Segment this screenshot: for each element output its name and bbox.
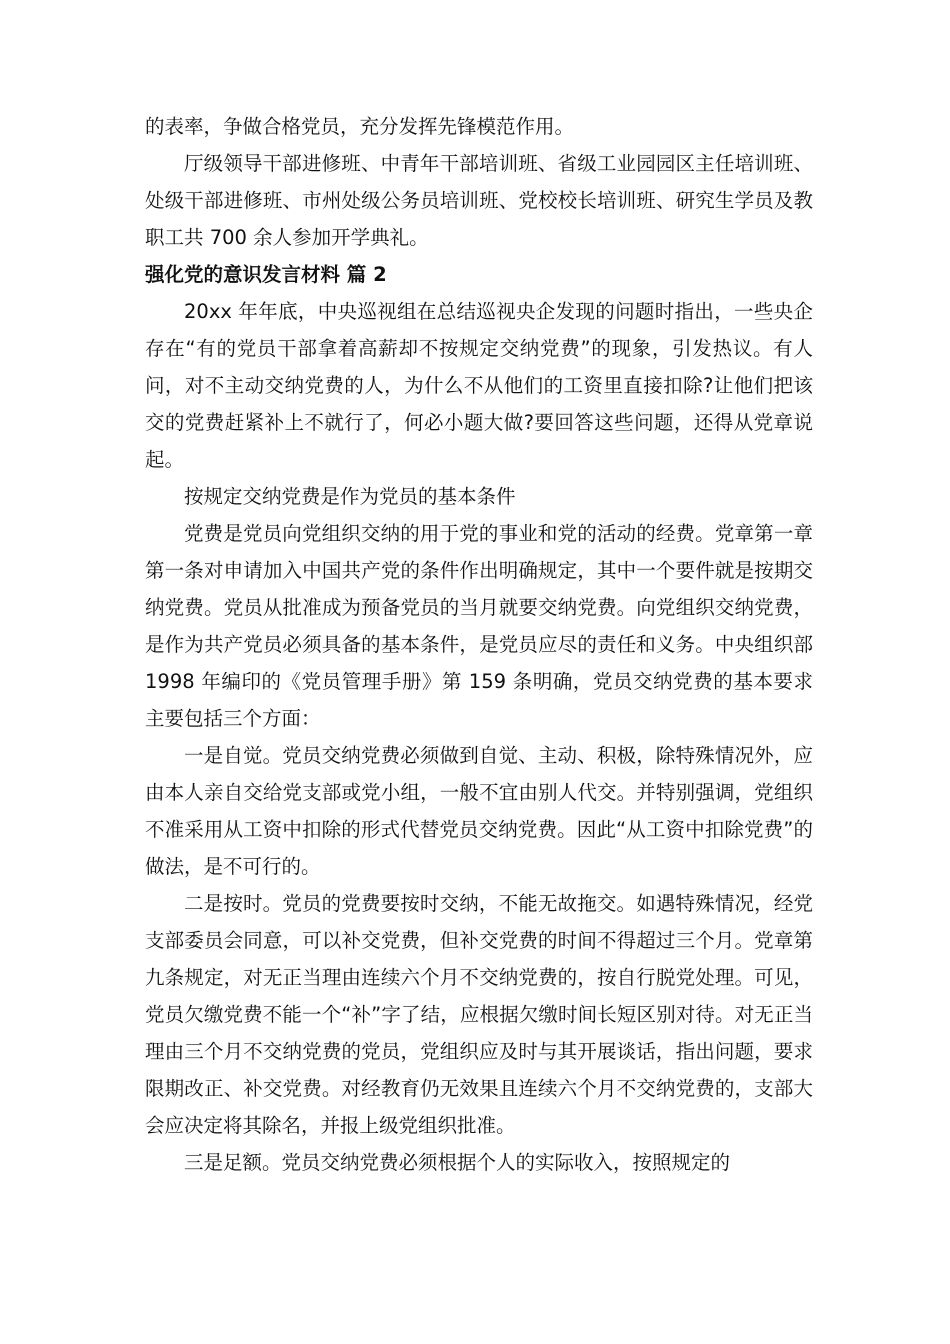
paragraph-party-fee-definition: 党费是党员向党组织交纳的用于党的事业和党的活动的经费。党章第一章第一条对申请加入中国共产党的条件作出明确规定，其中一个要件就是按期交纳党费。党员从批准成为预备党员的当月就要交纳党费。向党组织交纳党费，是作为共产党员必须具备的基本条件，是党员应尽的责任和义务。中央组织部 1998 年编印的《党员管理手册》第 159 条明确，党员交纳党费的基本要求主要包括三个方面： (145, 522, 813, 730)
paragraph-point-two: 二是按时。党员的党费要按时交纳，不能无故拖交。如遇特殊情况，经党支部委员会同意，可以补交党费，但补交党费的时间不得超过三个月。党章第九条规定，对无正当理由连续六个月不交纳党费的，按自行脱党处理。可见，党员欠缴党费不能一个“补”字了结，应根据欠缴时间长短区别对待。对无正当理由三个月不交纳党费的党员，党组织应及时与其开展谈话，指出问题，要求限期改正、补交党费。对经教育仍无效果且连续六个月不交纳党费的，支部大会应决定将其除名，并报上级党组织批准。 (145, 892, 813, 1137)
paragraph-attendees: 厅级领导干部进修班、中青年干部培训班、省级工业园园区主任培训班、处级干部进修班、市州处级公务员培训班、党校校长培训班、研究生学员及教职工共 700 余人参加开学典礼。 (145, 152, 813, 249)
document-body (145, 108, 813, 1181)
paragraph-intro: 20xx 年年底，中央巡视组在总结巡视央企发现的问题时指出，一些央企存在“有的党员干部拿着高薪却不按规定交纳党费”的现象，引发热议。有人问，对不主动交纳党费的人，为什么不从他们的工资里直接扣除?让他们把该交的党费赶紧补上不就行了，何必小题大做?要回答这些问题，还得从党章说起。 (145, 300, 813, 471)
paragraph-continuation: 的表率，争做合格党员，充分发挥先锋模范作用。 (145, 115, 575, 138)
section-heading: 强化党的意识发言材料 篇 2 (145, 263, 387, 286)
paragraph-point-three: 三是足额。党员交纳党费必须根据个人的实际收入，按照规定的 (184, 1151, 731, 1174)
subheading-basic-condition: 按规定交纳党费是作为党员的基本条件 (184, 485, 516, 508)
paragraph-point-one: 一是自觉。党员交纳党费必须做到自觉、主动、积极，除特殊情况外，应由本人亲自交给党支部或党小组，一般不宜由别人代交。并特别强调，党组织不准采用从工资中扣除的形式代替党员交纳党费。因此“从工资中扣除党费”的做法，是不可行的。 (145, 744, 813, 878)
